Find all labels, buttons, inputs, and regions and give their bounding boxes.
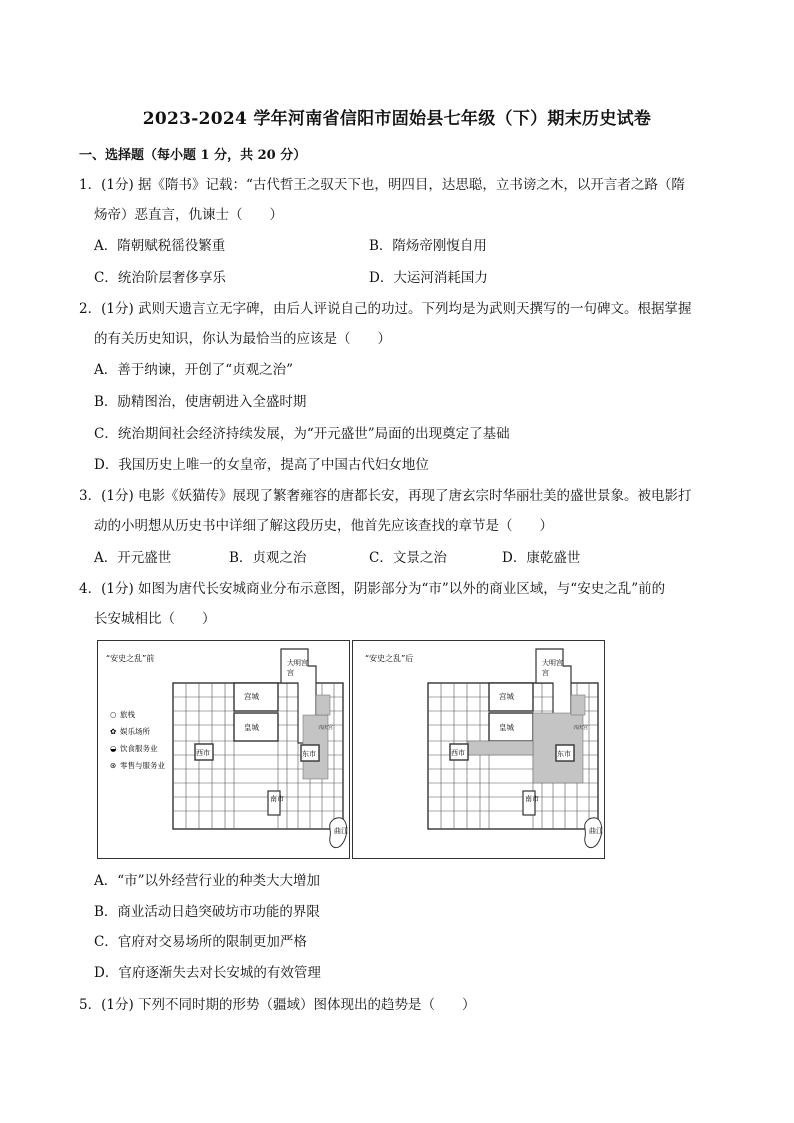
map-after-west-market: 西市 [451, 749, 465, 757]
q3-option-b[interactable]: B．贞观之治 [229, 550, 307, 566]
changan-map-after [352, 640, 605, 859]
map-before-south-market: 南市 [270, 795, 284, 803]
q1-option-c[interactable]: C．统治阶层奢侈享乐 [94, 270, 226, 286]
map-before-xingqing: 兴庆宫 [318, 725, 334, 731]
map-after-palace-top: 大明宫 [542, 659, 563, 667]
q1-option-a[interactable]: A．隋朝赋税徭役繁重 [94, 238, 226, 254]
q4-line1: 4．(1分) 如图为唐代长安城商业分布示意图，阴影部分为“市”以外的商业区域，与“安史之乱”前的 [79, 581, 666, 597]
q3-line2: 动的小明想从历史书中详细了解这段历史，他首先应该查找的章节是（ ） [94, 518, 553, 534]
q2-option-d[interactable]: D．我国历史上唯一的女皇帝，提高了中国古代妇女地位 [94, 457, 429, 473]
svg-text:◒: ◒ [110, 744, 117, 753]
map-before-qujiang: 曲江 [334, 827, 348, 835]
map-before-caption: “安史之乱”前 [106, 654, 155, 663]
svg-text:宫: 宫 [287, 669, 294, 677]
q2-option-b[interactable]: B．励精图治，使唐朝进入全盛时期 [94, 394, 307, 410]
q1-line1: 1．(1分) 据《隋书》记载：“古代哲王之驭天下也，明四目，达思聪，立书谤之木，以开言者之路（隋 [79, 177, 685, 193]
section-heading: 一、选择题（每小题 1 分，共 20 分） [79, 148, 307, 163]
q3-option-d[interactable]: D．康乾盛世 [502, 550, 581, 566]
changan-map-before [97, 640, 350, 859]
q2-line1: 2．(1分) 武则天遗言立无字碑，由后人评说自己的功过。下列均是为武则天撰写的一句碑文。根据掌握 [79, 301, 692, 317]
map-after-imperial: 皇城 [499, 723, 514, 732]
q4-option-c[interactable]: C．官府对交易场所的限制更加严格 [94, 934, 307, 950]
q5-line1: 5．(1分) 下列不同时期的形势（疆域）图体现出的趋势是（ ） [79, 997, 476, 1013]
svg-text:✿: ✿ [110, 727, 117, 736]
map-after-south-market: 南市 [525, 795, 539, 803]
map-before-palace: 宫城 [244, 692, 259, 701]
map-after-palace: 宫城 [499, 692, 514, 701]
svg-text:宫: 宫 [542, 669, 549, 677]
map-before-west-market: 西市 [196, 749, 210, 757]
q2-option-a[interactable]: A．善于纳谏，开创了“贞观之治” [94, 362, 294, 378]
svg-text:⊛: ⊛ [110, 761, 117, 770]
map-before-east-market: 东市 [302, 750, 316, 758]
q1-line2: 炀帝）恶直言，仇谏士（ ） [94, 207, 283, 223]
legend-retail: 零售与服务业 [120, 761, 165, 770]
q4-line2: 长安城相比（ ） [94, 611, 216, 627]
q3-option-a[interactable]: A．开元盛世 [94, 550, 172, 566]
q2-line2: 的有关历史知识，你认为最恰当的应该是（ ） [94, 331, 391, 347]
q2-option-c[interactable]: C．统治期间社会经济持续发展，为“开元盛世”局面的出现奠定了基础 [94, 426, 510, 442]
svg-text:○: ○ [110, 710, 117, 719]
q4-option-a[interactable]: A．“市”以外经营行业的种类大大增加 [94, 873, 321, 889]
map-after-east-market: 东市 [557, 750, 571, 758]
legend-entertainment: 娱乐场所 [120, 727, 150, 736]
legend-food: 饮食服务业 [120, 744, 158, 753]
map-before-palace-top: 大明宫 [287, 659, 308, 667]
map-after-caption: “安史之乱”后 [365, 654, 414, 663]
q4-option-b[interactable]: B．商业活动日趋突破坊市功能的界限 [94, 904, 320, 920]
q1-option-d[interactable]: D．大运河消耗国力 [369, 270, 488, 286]
q3-option-c[interactable]: C．文景之治 [369, 550, 447, 566]
q3-line1: 3．(1分) 电影《妖猫传》展现了繁奢雍容的唐都长安，再现了唐玄宗时华丽壮美的盛世景象。被电影打 [79, 488, 692, 504]
page-title: 2023-2024 学年河南省信阳市固始县七年级（下）期末历史试卷 [142, 109, 652, 129]
q1-option-b[interactable]: B．隋炀帝刚愎自用 [369, 238, 487, 254]
map-after-xingqing: 兴庆宫 [573, 725, 589, 731]
q4-option-d[interactable]: D．官府逐渐失去对长安城的有效管理 [94, 965, 321, 981]
map-before-imperial: 皇城 [244, 723, 259, 732]
legend-inn: 旅栈 [120, 710, 135, 719]
map-after-qujiang: 曲江 [589, 827, 603, 835]
